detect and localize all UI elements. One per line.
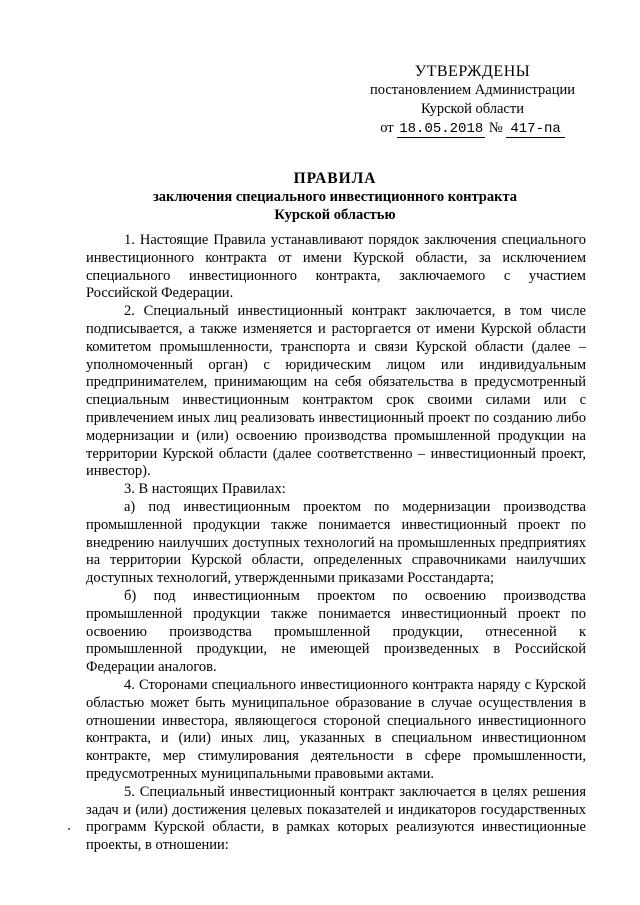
- paragraph-3: 3. В настоящих Правилах:: [124, 481, 286, 498]
- document-heading: [90, 170, 580, 224]
- approval-stamp: [360, 62, 585, 139]
- approved-label: УТВЕРЖДЕНЫ: [414, 63, 531, 80]
- paragraph-4: 4. Сторонами специального инвестиционного контракта наряду с Курской областью может быть муниципальное образование в случае осуществления в отношении инвестора, являющегося стороной специального инвестиционного контракта, и (или) иных лиц, указанных в специальном инвестиционном контракте, мер стимулирования деятельности в сфере промышленности, предусмотренных муниципальными правовыми актами.: [86, 676, 586, 782]
- document-title: ПРАВИЛА: [293, 170, 377, 187]
- number-prefix: №: [488, 120, 503, 136]
- date-prefix: от: [380, 120, 394, 136]
- margin-dot: [68, 828, 70, 830]
- paragraph-3a: а) под инвестиционным проектом по модернизации производства промышленной продукции также понимается инвестиционный проект по внедрению наилучших доступных технологий на промышленных предприятиях на территории Курской области, определенных справочниками наилучших доступных технологий, утвержденными приказами Росстандарта;: [86, 498, 586, 587]
- document-body: [86, 232, 586, 855]
- paragraph-2: 2. Специальный инвестиционный контракт заключается, в том числе подписывается, а также изменяется и расторгается от имени Курской области комитетом промышленности, транспорта и связи Курской области (далее – уполномоченный орган) с юридическим лицом или индивидуальным предпринимателем, принимающим на себя обязательства в предусмотренный специальным инвестиционным контрактом срок своими силами или с привлечением иных лиц реализовать инвестиционный проект по созданию либо модернизации и (или) освоению производства промышленной продукции на территории Курской области (далее соответственно – инвестиционный проект, инвестор).: [86, 303, 586, 480]
- approval-date: 18.05.2018: [399, 121, 484, 137]
- approval-dateline: [360, 119, 585, 139]
- approval-line-1: постановлением Администрации: [369, 82, 576, 98]
- approval-number: 417-па: [506, 121, 564, 138]
- approval-line-2: Курской области: [421, 101, 524, 117]
- paragraph-1: 1. Настоящие Правила устанавливают порядок заключения специального инвестиционного контракта от имени Курской области, за исключением специального инвестиционного контракта, заключаемого с участием Российской Федерации.: [86, 232, 586, 302]
- paragraph-3b: б) под инвестиционным проектом по освоению производства промышленной продукции также понимается инвестиционный проект по освоению производства промышленной продукции, отнесенной к промышленной продукции, не имеющей произведенных в Российской Федерации аналогов.: [86, 587, 586, 676]
- paragraph-5: 5. Специальный инвестиционный контракт заключается в целях решения задач и (или) достижения целевых показателей и индикаторов государственных программ Курской области, в рамках которых реализуются инвестиционные проекты, в отношении:: [86, 783, 586, 854]
- document-subtitle-2: Курской областью: [274, 207, 396, 223]
- document-subtitle-1: заключения специального инвестиционного контракта: [152, 189, 518, 205]
